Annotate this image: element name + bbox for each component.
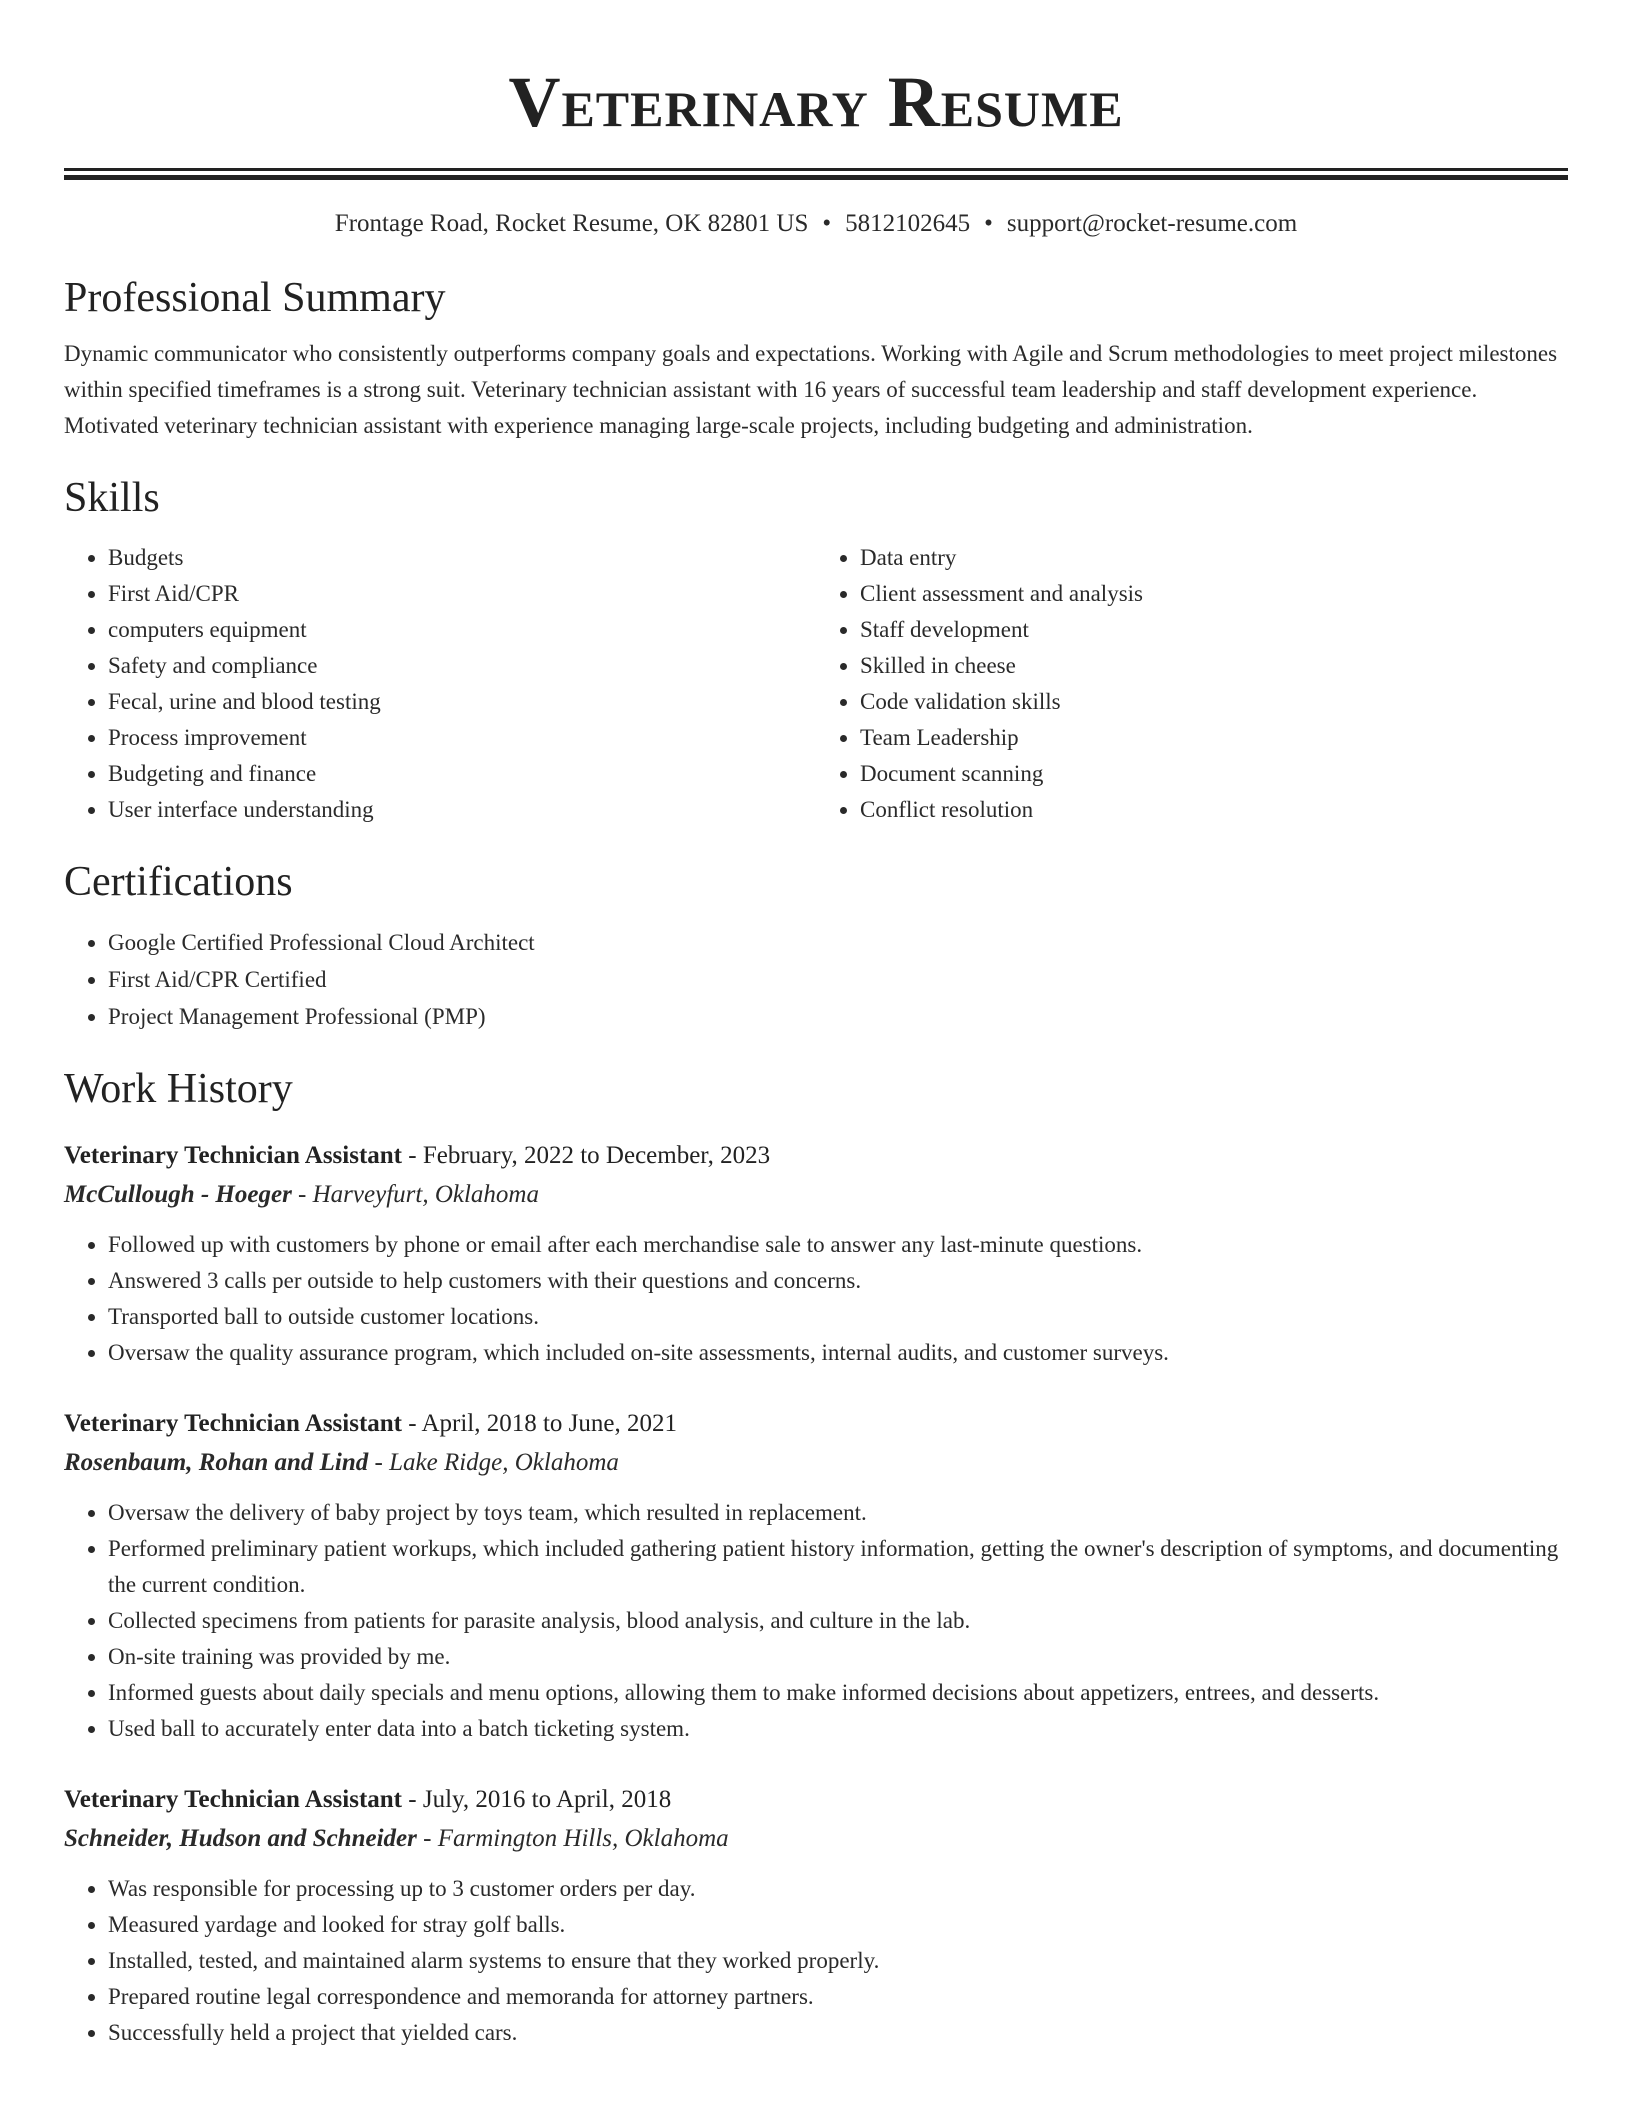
skills-list-right: [816, 540, 1568, 828]
skill-item: • Team Leadership: [860, 720, 1568, 756]
job-company: Rosenbaum, Rohan and Lind: [64, 1449, 369, 1476]
job-bullet: • Answered 3 calls per outside to help customers with their questions and concerns.: [108, 1263, 1568, 1299]
certification-item: • Google Certified Professional Cloud Architect: [108, 924, 1568, 961]
work-history-heading: Work History: [64, 1066, 293, 1112]
skill-item: • Process improvement: [108, 720, 816, 756]
job-bullet: • Performed preliminary patient workups, which included gathering patient history information, getting the owner's description of symptoms, and documenting the current condition.: [108, 1531, 1568, 1603]
job-title-line: [64, 1405, 1568, 1443]
contact-line: [64, 206, 1568, 242]
job-title: Veterinary Technician Assistant: [64, 1410, 403, 1437]
skill-item: • Budgets: [108, 540, 816, 576]
title-rule-bottom: [64, 175, 1568, 180]
job-company: McCullough - Hoeger: [64, 1181, 292, 1208]
job-bullet: • Installed, tested, and maintained alarm systems to ensure that they worked properly.: [108, 1943, 1568, 1979]
job-bullet: • Oversaw the delivery of baby project by toys team, which resulted in replacement.: [108, 1495, 1568, 1531]
job-bullet: • Measured yardage and looked for stray golf balls.: [108, 1907, 1568, 1943]
job-company-line: [64, 1175, 1568, 1215]
job-title: Veterinary Technician Assistant: [64, 1142, 403, 1169]
certification-item: • Project Management Professional (PMP): [108, 998, 1568, 1035]
certifications-heading: Certifications: [64, 859, 293, 905]
job-location: Harveyfurt, Oklahoma: [312, 1181, 539, 1208]
contact-phone: 5812102645: [845, 210, 971, 237]
job-entry: [64, 1137, 1568, 1371]
skill-item: • Staff development: [860, 612, 1568, 648]
skills-heading: Skills: [64, 475, 160, 521]
title-rule-top: [64, 168, 1568, 171]
job-dash: -: [402, 1410, 422, 1437]
skill-item: • User interface understanding: [108, 792, 816, 828]
job-company-line: [64, 1819, 1568, 1859]
job-dates: April, 2018 to June, 2021: [421, 1410, 678, 1437]
job-title-line: [64, 1137, 1568, 1175]
contact-address: Frontage Road, Rocket Resume, OK 82801 US: [334, 210, 809, 237]
job-dash: -: [402, 1786, 423, 1813]
job-entry: [64, 1405, 1568, 1747]
job-title: Veterinary Technician Assistant: [64, 1786, 403, 1813]
skill-item: • Code validation skills: [860, 684, 1568, 720]
contact-email: support@rocket-resume.com: [1006, 210, 1298, 237]
summary-heading: Professional Summary: [64, 275, 446, 321]
skill-item: • Safety and compliance: [108, 648, 816, 684]
job-bullets: [64, 1227, 1568, 1371]
resume-title: Veterinary Resume: [508, 62, 1124, 142]
job-dates: February, 2022 to December, 2023: [422, 1142, 771, 1169]
job-dash: -: [416, 1825, 438, 1852]
job-dash: -: [291, 1181, 313, 1208]
contact-separator: •: [984, 210, 993, 237]
job-location: Lake Ridge, Oklahoma: [389, 1449, 619, 1476]
job-entry: [64, 1781, 1568, 2051]
job-bullet: • Informed guests about daily specials and menu options, allowing them to make informed decisions about appetizers, entrees, and desserts.: [108, 1675, 1568, 1711]
skill-item: • computers equipment: [108, 612, 816, 648]
skill-item: • Conflict resolution: [860, 792, 1568, 828]
skill-item: • First Aid/CPR: [108, 576, 816, 612]
job-bullets: [64, 1495, 1568, 1747]
job-location: Farmington Hills, Oklahoma: [437, 1825, 729, 1852]
contact-separator: •: [822, 210, 832, 237]
job-bullet: • Transported ball to outside customer locations.: [108, 1299, 1568, 1335]
job-dates: July, 2016 to April, 2018: [422, 1786, 672, 1813]
job-bullet: • Oversaw the quality assurance program, which included on-site assessments, internal audits, and customer surveys.: [108, 1335, 1568, 1371]
job-dash: -: [402, 1142, 423, 1169]
certifications-list: [64, 924, 1568, 1035]
skill-item: • Budgeting and finance: [108, 756, 816, 792]
job-bullet: • Followed up with customers by phone or email after each merchandise sale to answer any last-minute questions.: [108, 1227, 1568, 1263]
skill-item: • Fecal, urine and blood testing: [108, 684, 816, 720]
job-company: Schneider, Hudson and Schneider: [64, 1825, 417, 1852]
skill-item: • Skilled in cheese: [860, 648, 1568, 684]
job-bullet: • Was responsible for processing up to 3 customer orders per day.: [108, 1871, 1568, 1907]
certification-item: • First Aid/CPR Certified: [108, 961, 1568, 998]
job-dash: -: [368, 1449, 390, 1476]
job-bullet: • On-site training was provided by me.: [108, 1639, 1568, 1675]
job-company-line: [64, 1443, 1568, 1483]
skill-item: • Document scanning: [860, 756, 1568, 792]
job-bullets: [64, 1871, 1568, 2051]
skill-item: • Client assessment and analysis: [860, 576, 1568, 612]
job-bullet: • Collected specimens from patients for parasite analysis, blood analysis, and culture in the lab.: [108, 1603, 1568, 1639]
job-title-line: [64, 1781, 1568, 1819]
skills-list-left: [64, 540, 816, 828]
skill-item: • Data entry: [860, 540, 1568, 576]
resume-page: [64, 0, 1568, 2051]
job-bullet: • Prepared routine legal correspondence and memoranda for attorney partners.: [108, 1979, 1568, 2015]
skills-columns: [64, 540, 1568, 828]
job-bullet: • Successfully held a project that yielded cars.: [108, 2015, 1568, 2051]
job-bullet: • Used ball to accurately enter data into a batch ticketing system.: [108, 1711, 1568, 1747]
summary-text: Dynamic communicator who consistently outperforms company goals and expectations. Working with Agile and Scrum methodologies to meet project milestones within specified timeframes is a strong suit. Veterinary technician assistant with 16 years of successful team leadership and staff development experience. Motivated veterinary technician assistant with experience managing large-scale projects, including budgeting and administration.: [64, 341, 1558, 438]
